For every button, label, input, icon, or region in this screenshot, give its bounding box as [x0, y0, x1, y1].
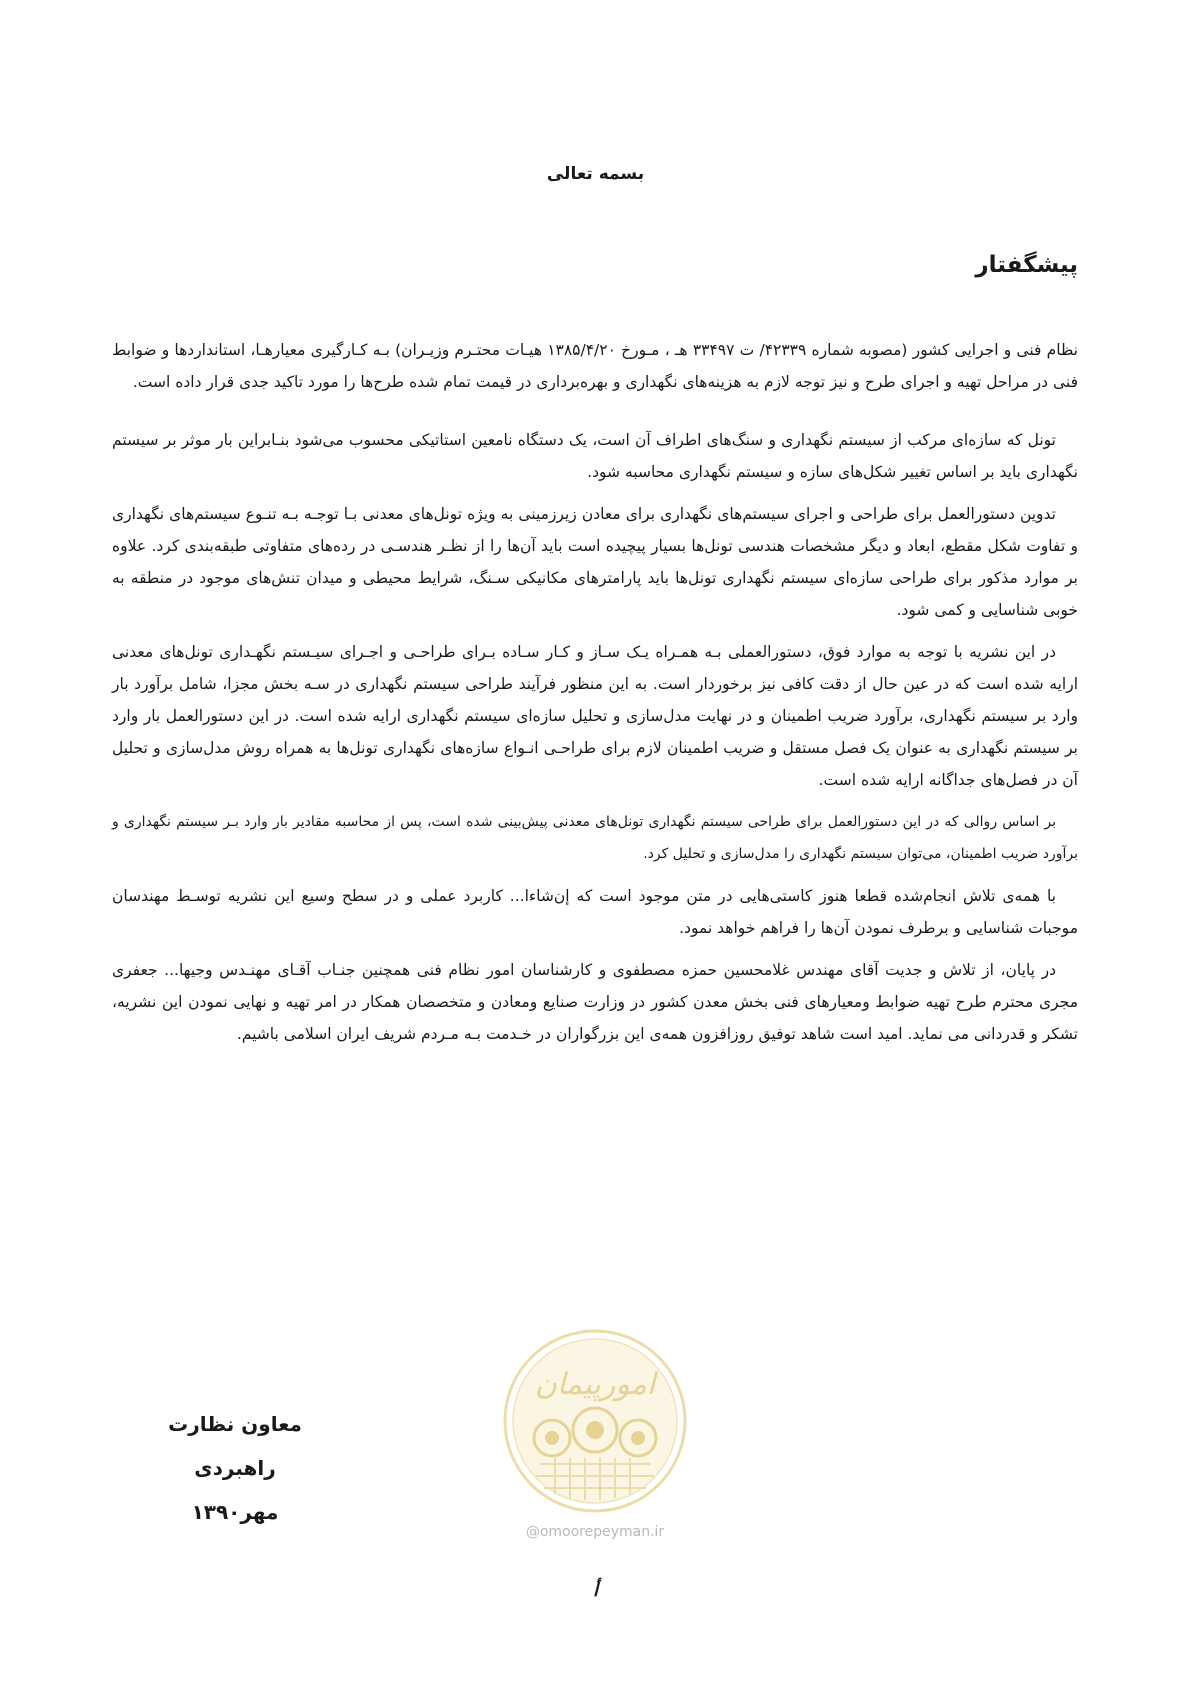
paragraph-design-procedure: بر اساس روالی که در این دستورالعمل برای طراحی سیستم نگهداری تونل‌های معدنی پیش‌بینی شده است، پس از محاسبه مقادیر بار وارد بـر سیستم نگهداری و برآورد ضریب اطمینان، می‌توان سیستم نگهداری را مدل‌سازی و تحلیل کرد.: [112, 814, 1078, 862]
page-number: أ: [592, 1580, 598, 1601]
svg-text:امورپیمان: امورپیمان: [534, 1367, 656, 1402]
paragraph-publication-scope: در این نشریه با توجه به موارد فوق، دستورالعملی بـه همـراه یـک سـاز و کـار سـاده بـرای طراحـی و اجـرای سیـستم نگهـداری تونل‌های معدنی ارایه شده است که در عین حال از دقت کافی نیز برخوردار است. به این منظور فرآیند طراحی سیستم نگهداری در سـه بخش مجزا، شامل برآورد بار وارد بر سیستم نگهداری، برآورد ضریب اطمینان و در نهایت مدل‌سازی و تحلیل سازه‌ای سیستم نگهداری ارایه شده است. در این دستورالعمل بار وارد بر سیستم نگهداری به عنوان یک فصل مستقل و ضریب اطمینان لازم برای طراحـی انـواع سازه‌های نگهداری تونل‌ها به همراه روش مدل‌سازی و تحلیل آن در فصل‌های جداگانه ارایه شده است.: [112, 643, 1078, 789]
paragraph-acknowledgements: در پایان، از تلاش و جدیت آقای مهندس غلامحسین حمزه مصطفوی و کارشناسان امور نظام فنی همچنین جنـاب آقـای مهنـدس وجیها... جعفری مجری محترم طرح تهیه ضوابط ومعیارهای فنی بخش معدن کشور در وزارت صنایع ومعادن و متخصصان همکار در امر تهیه و نهایی نمودن این نشریه، تشکر و قدردانی می نماید. امید است شاهد توفیق روزافزون همه‌ی این بزرگواران در خـدمت بـه مـردم شریف ایران اسلامی باشیم.: [112, 961, 1078, 1043]
signature-block: [130, 1402, 340, 1534]
paragraph-intro: نظام فنی و اجرایی کشور (مصوبه شماره ۴۲۳۳۹/ ت ۳۳۴۹۷ هـ ، مـورخ ۱۳۸۵/۴/۲۰ هیـات محتـرم وزیـران) بـه کـارگیری معیارهـا، استانداردها و ضوابط فنی در مراحل تهیه و اجرای طرح و نیز توجه لازم به هزینه‌های نگهداری و بهره‌برداری در قیمت تمام شده طرح‌ها را مورد تاکید جدی قرار داده است.: [112, 341, 1078, 391]
invocation-heading: بسمه تعالی: [546, 164, 645, 184]
watermark-seal-icon: [500, 1326, 690, 1516]
signature-office: معاون نظارت راهبردی: [168, 1412, 302, 1480]
signature-date: مهر۱۳۹۰: [191, 1500, 279, 1524]
paragraph-tunnel-structure: تونل که سازه‌ای مرکب از سیستم نگهداری و سنگ‌های اطراف آن است، یک دستگاه نامعین استاتیکی محسوب می‌شود بنـابراین بار موثر بر سیستم نگهداری باید بر اساس تغییر شکل‌های سازه و سیستم نگهداری محاسبه شود.: [112, 431, 1078, 481]
paragraph-shortcomings: با همه‌ی تلاش انجام‌شده قطعا هنوز کاستی‌هایی در متن موجود است که إن‌شاءا... کاربرد عملی و در سطح وسیع این نشریه توسـط مهندسان موجبات شناسایی و برطرف نمودن آن‌ها را فراهم خواهد نمود.: [112, 887, 1078, 937]
body-text: [112, 334, 1078, 1060]
page-title: پیشگفتار: [975, 252, 1078, 278]
watermark-url: @omoorepeyman.ir: [525, 1524, 665, 1540]
paragraph-guideline-complexity: تدوین دستورالعمل برای طراحی و اجرای سیستم‌های نگهداری برای معادن زیرزمینی به ویژه تونل‌های معدنی بـا توجـه بـه تنـوع سیستم‌های نگهداری و تفاوت شکل مقطع، ابعاد و دیگر مشخصات هندسی تونل‌ها بسیار پیچیده است باید آن‌ها را از نظـر هندسـی در رده‌های متفاوتی طبقه‌بندی کرد. علاوه بر موارد مذکور برای طراحی سازه‌ای سیستم نگهداری تونل‌ها باید پارامترهای مکانیکی سـنگ، شرایط محیطی و میدان تنش‌های موجود در منطقه به خوبی شناسایی و کمی شود.: [112, 505, 1078, 619]
